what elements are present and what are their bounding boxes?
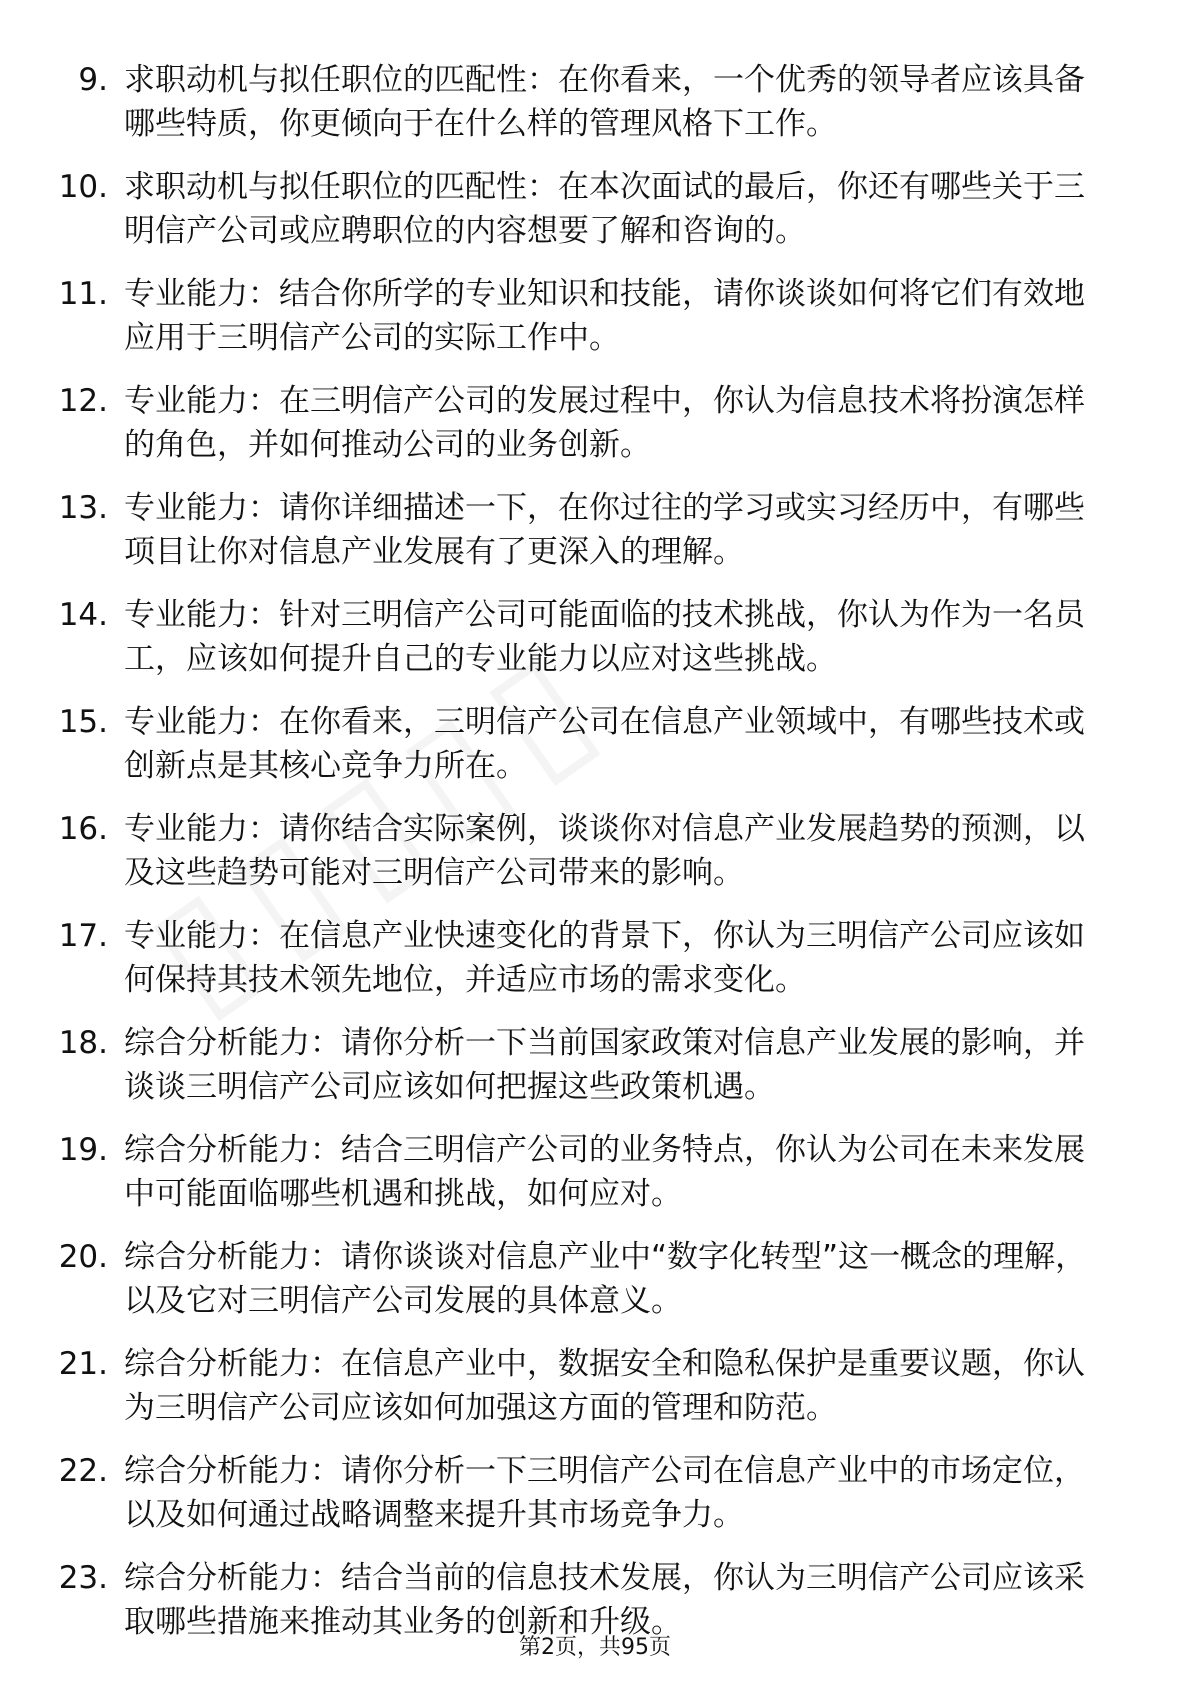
- question-text: 综合分析能力：请你分析一下当前国家政策对信息产业发展的影响，并谈谈三明信产公司应该如何把握这些政策机遇。: [124, 1025, 1085, 1105]
- question-text: 专业能力：在你看来，三明信产公司在信息产业领域中，有哪些技术或创新点是其核心竞争力所在。: [124, 704, 1085, 784]
- question-text: 专业能力：在信息产业快速变化的背景下，你认为三明信产公司应该如何保持其技术领先地位，并适应市场的需求变化。: [124, 918, 1085, 998]
- question-number: 10.: [58, 169, 108, 205]
- list-item: [0, 262, 1190, 369]
- question-number: 15.: [58, 704, 108, 740]
- question-text: 专业能力：在三明信产公司的发展过程中，你认为信息技术将扮演怎样的角色，并如何推动公司的业务创新。: [124, 383, 1085, 463]
- question-number: 12.: [58, 383, 108, 419]
- list-item: [0, 904, 1190, 1011]
- list-item: [0, 583, 1190, 690]
- question-text: 求职动机与拟任职位的匹配性：在你看来，一个优秀的领导者应该具备哪些特质，你更倾向于在什么样的管理风格下工作。: [124, 62, 1085, 142]
- question-number: 11.: [58, 276, 108, 312]
- list-item: [0, 48, 1190, 155]
- question-text: 求职动机与拟任职位的匹配性：在本次面试的最后，你还有哪些关于三明信产公司或应聘职位的内容想要了解和咨询的。: [124, 169, 1085, 249]
- list-item: [0, 1225, 1190, 1332]
- question-number: 16.: [58, 811, 108, 847]
- question-text: 综合分析能力：请你谈谈对信息产业中“数字化转型”这一概念的理解，以及它对三明信产公司发展的具体意义。: [124, 1239, 1087, 1319]
- question-text: 综合分析能力：结合当前的信息技术发展，你认为三明信产公司应该采取哪些措施来推动其业务的创新和升级。: [124, 1560, 1085, 1640]
- question-number: 23.: [58, 1560, 108, 1596]
- question-number: 13.: [58, 490, 108, 526]
- question-text: 专业能力：请你详细描述一下，在你过往的学习或实习经历中，有哪些项目让你对信息产业发展有了更深入的理解。: [124, 490, 1085, 570]
- list-item: [0, 476, 1190, 583]
- question-text: 综合分析能力：请你分析一下三明信产公司在信息产业中的市场定位，以及如何通过战略调整来提升其市场竞争力。: [124, 1453, 1085, 1533]
- question-number: 14.: [58, 597, 108, 633]
- question-number: 21.: [58, 1346, 108, 1382]
- list-item: [0, 1011, 1190, 1118]
- question-number: 17.: [58, 918, 108, 954]
- question-number: 22.: [58, 1453, 108, 1489]
- list-item: [0, 1118, 1190, 1225]
- question-number: 18.: [58, 1025, 108, 1061]
- question-number: 19.: [58, 1132, 108, 1168]
- question-text: 专业能力：请你结合实际案例，谈谈你对信息产业发展趋势的预测，以及这些趋势可能对三明信产公司带来的影响。: [124, 811, 1085, 891]
- page-footer: [0, 1630, 1190, 1661]
- question-number: 20.: [58, 1239, 108, 1275]
- question-text: 综合分析能力：在信息产业中，数据安全和隐私保护是重要议题，你认为三明信产公司应该如何加强这方面的管理和防范。: [124, 1346, 1085, 1426]
- list-item: [0, 797, 1190, 904]
- question-text: 综合分析能力：结合三明信产公司的业务特点，你认为公司在未来发展中可能面临哪些机遇和挑战，如何应对。: [124, 1132, 1085, 1212]
- question-list: [0, 48, 1190, 1653]
- list-item: [0, 369, 1190, 476]
- question-text: 专业能力：结合你所学的专业知识和技能，请你谈谈如何将它们有效地应用于三明信产公司的实际工作中。: [124, 276, 1085, 356]
- question-text: 专业能力：针对三明信产公司可能面临的技术挑战，你认为作为一名员工，应该如何提升自己的专业能力以应对这些挑战。: [124, 597, 1085, 677]
- list-item: [0, 155, 1190, 262]
- list-item: [0, 1439, 1190, 1546]
- page-number-label: 第2页，共95页: [519, 1635, 671, 1660]
- list-item: [0, 1332, 1190, 1439]
- list-item: [0, 690, 1190, 797]
- question-number: 9.: [78, 62, 108, 98]
